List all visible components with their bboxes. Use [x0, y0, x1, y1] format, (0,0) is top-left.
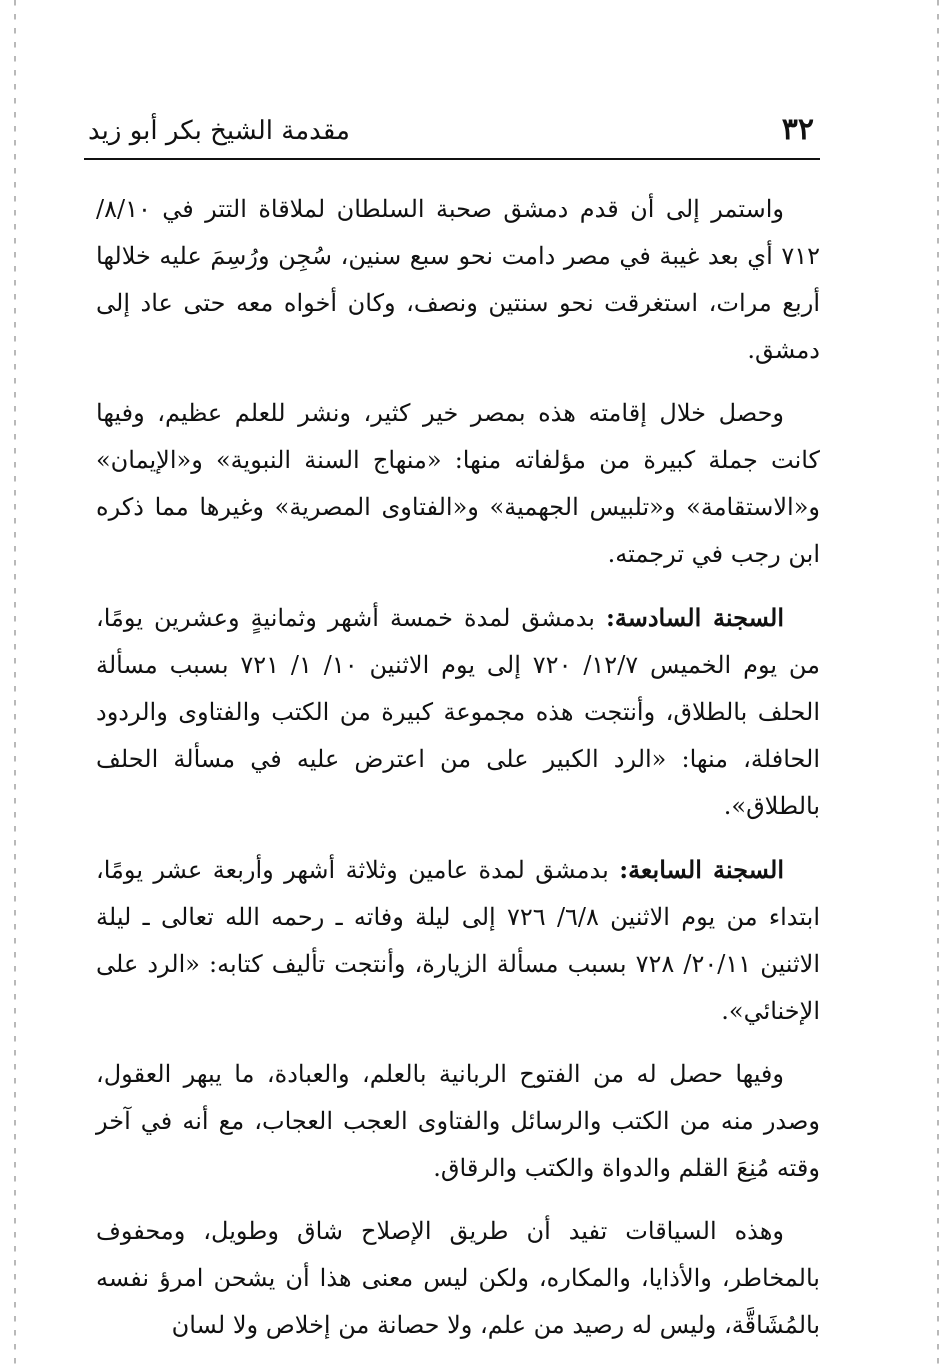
scan-edge-left [14, 0, 16, 1370]
paragraph-6 [96, 1208, 820, 1349]
paragraph-text: وفيها حصل له من الفتوح الربانية بالعلم، والعبادة، ما يبهر العقول، وصدر منه من الكتب والرسائل والفتاوى العجب العجاب، مع أنه في آخر وقته مُنِعَ القلم والدواة والكتب والرقاق. [96, 1060, 820, 1182]
running-title: مقدمة الشيخ بكر أبو زيد [88, 116, 350, 146]
body-text [96, 186, 820, 1365]
paragraph-lead: السجنة السادسة: [606, 603, 784, 632]
page-number: ٣٢ [781, 112, 814, 147]
scan-edge-right [937, 0, 939, 1370]
paragraph-lead: السجنة السابعة: [619, 855, 784, 884]
paragraph-text: بدمشق لمدة عامين وثلاثة أشهر وأربعة عشر يومًا، ابتداء من يوم الاثنين ٦/٨/ ٧٢٦ إلى ليلة وفاته ـ رحمه الله تعالى ـ ليلة الاثنين ٢٠/١١/ ٧٢٨ بسبب مسألة الزيارة، وأنتجت تأليف كتابه: «الرد على الإخنائي». [96, 856, 821, 1025]
paragraph-1 [96, 186, 820, 374]
paragraph-text: واستمر إلى أن قدم دمشق صحبة السلطان لملاقاة التتر في ٨/١٠/ ٧١٢ أي بعد غيبة في مصر دامت نحو سبع سنين، سُجِن ورُسِمَ عليه خلالها أربع مرات، استغرقت نحو سنتين ونصف، وكان أخواه معه حتى عاد إلى دمشق. [96, 195, 820, 364]
paragraph-text: وهذه السياقات تفيد أن طريق الإصلاح شاق وطويل، ومحفوف بالمخاطر، والأذايا، والمكاره، ولكن ليس معنى هذا أن يشحن امرؤ نفسه بالمُشَاقَّة، وليس له رصيد من علم، ولا حصانة من إخلاص ولا لسان [96, 1217, 820, 1339]
paragraph-4 [96, 846, 820, 1035]
paragraph-2 [96, 390, 820, 578]
page-header [84, 108, 820, 160]
paragraph-3 [96, 594, 820, 830]
paragraph-text: وحصل خلال إقامته هذه بمصر خير كثير، ونشر للعلم عظيم، وفيها كانت جملة كبيرة من مؤلفاته منها: «منهاج السنة النبوية» و«الإيمان» و«الاستقامة» و«تلبيس الجهمية» و«الفتاوى المصرية» وغيرها مما ذكره ابن رجب في ترجمته. [96, 399, 820, 568]
paragraph-text: بدمشق لمدة خمسة أشهر وثمانيةٍ وعشرين يومًا، من يوم الخميس ١٢/٧/ ٧٢٠ إلى يوم الاثنين ١٠/ ١/ ٧٢١ بسبب مسألة الحلف بالطلاق، وأنتجت هذه مجموعة كبيرة من الكتب والفتاوى والردود الحافلة، منها: «الرد الكبير على من اعترض عليه في مسألة الحلف بالطلاق». [96, 604, 820, 820]
paragraph-5 [96, 1051, 820, 1192]
